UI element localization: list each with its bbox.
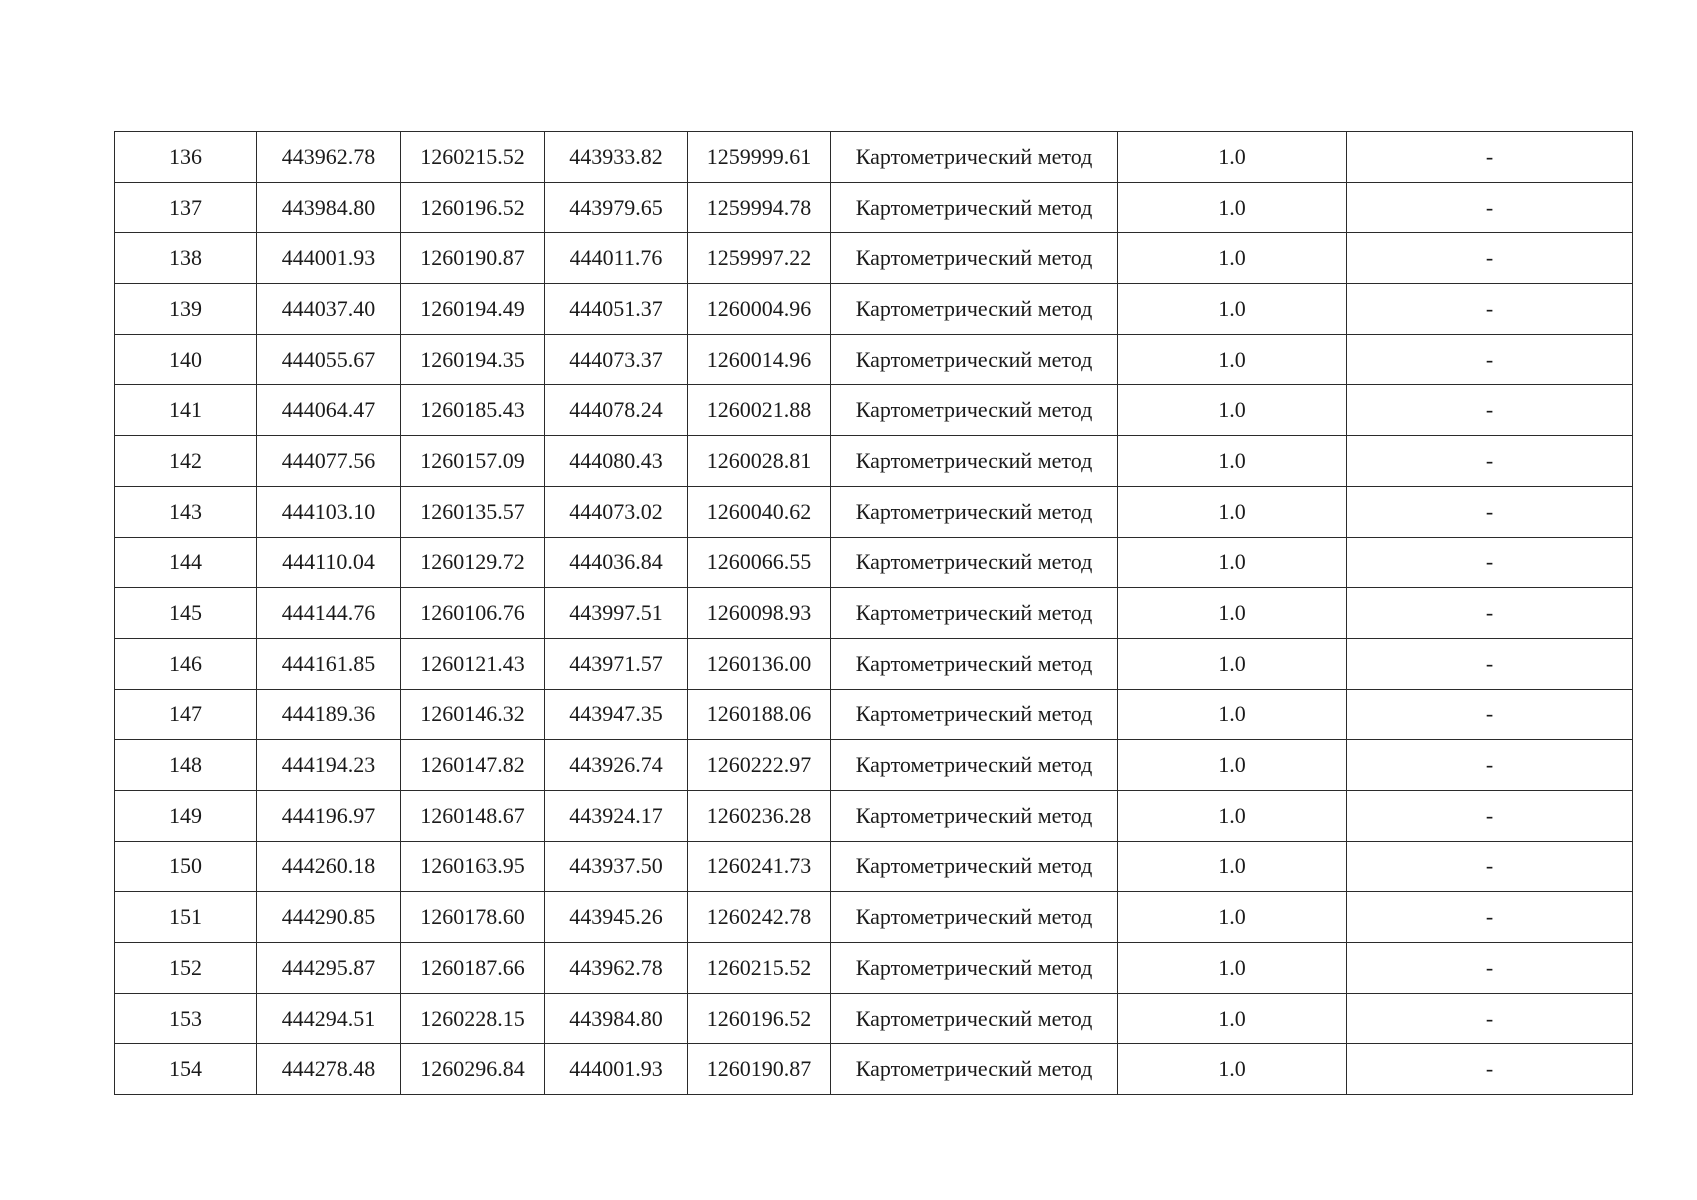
table-row — [115, 1044, 1633, 1095]
method-cell: Картометрический метод — [831, 537, 1118, 588]
y-coordinate-cell: 1260021.88 — [688, 385, 831, 436]
x-coordinate-cell: 444103.10 — [257, 486, 401, 537]
accuracy-cell: 1.0 — [1118, 689, 1347, 740]
note-cell: - — [1347, 436, 1633, 487]
y-coordinate-cell: 1260178.60 — [401, 892, 545, 943]
y-coordinate-cell: 1260196.52 — [401, 182, 545, 233]
x-coordinate-cell: 444144.76 — [257, 588, 401, 639]
table-row — [115, 436, 1633, 487]
point-number-cell: 151 — [115, 892, 257, 943]
accuracy-cell: 1.0 — [1118, 740, 1347, 791]
accuracy-cell: 1.0 — [1118, 233, 1347, 284]
table-row — [115, 993, 1633, 1044]
accuracy-cell: 1.0 — [1118, 182, 1347, 233]
note-cell: - — [1347, 233, 1633, 284]
method-cell: Картометрический метод — [831, 689, 1118, 740]
note-cell: - — [1347, 638, 1633, 689]
y-coordinate-cell: 1260146.32 — [401, 689, 545, 740]
x-coordinate-cell: 444196.97 — [257, 790, 401, 841]
point-number-cell: 139 — [115, 284, 257, 335]
x-coordinate-cell: 444161.85 — [257, 638, 401, 689]
table-row — [115, 385, 1633, 436]
accuracy-cell: 1.0 — [1118, 486, 1347, 537]
note-cell: - — [1347, 993, 1633, 1044]
x-coordinate-cell: 443924.17 — [545, 790, 688, 841]
y-coordinate-cell: 1260136.00 — [688, 638, 831, 689]
point-number-cell: 142 — [115, 436, 257, 487]
method-cell: Картометрический метод — [831, 1044, 1118, 1095]
x-coordinate-cell: 444077.56 — [257, 436, 401, 487]
x-coordinate-cell: 443984.80 — [257, 182, 401, 233]
table-row — [115, 233, 1633, 284]
y-coordinate-cell: 1260147.82 — [401, 740, 545, 791]
x-coordinate-cell: 444073.37 — [545, 334, 688, 385]
x-coordinate-cell: 444189.36 — [257, 689, 401, 740]
note-cell: - — [1347, 1044, 1633, 1095]
note-cell: - — [1347, 385, 1633, 436]
x-coordinate-cell: 443979.65 — [545, 182, 688, 233]
y-coordinate-cell: 1260190.87 — [401, 233, 545, 284]
table-body — [115, 132, 1633, 1095]
y-coordinate-cell: 1260188.06 — [688, 689, 831, 740]
x-coordinate-cell: 443971.57 — [545, 638, 688, 689]
y-coordinate-cell: 1260196.52 — [688, 993, 831, 1044]
point-number-cell: 149 — [115, 790, 257, 841]
table-row — [115, 841, 1633, 892]
table-row — [115, 132, 1633, 183]
table-row — [115, 537, 1633, 588]
note-cell: - — [1347, 689, 1633, 740]
note-cell: - — [1347, 182, 1633, 233]
method-cell: Картометрический метод — [831, 182, 1118, 233]
y-coordinate-cell: 1260004.96 — [688, 284, 831, 335]
x-coordinate-cell: 443947.35 — [545, 689, 688, 740]
y-coordinate-cell: 1260228.15 — [401, 993, 545, 1044]
x-coordinate-cell: 443933.82 — [545, 132, 688, 183]
x-coordinate-cell: 444110.04 — [257, 537, 401, 588]
x-coordinate-cell: 444036.84 — [545, 537, 688, 588]
y-coordinate-cell: 1260215.52 — [688, 943, 831, 994]
x-coordinate-cell: 444260.18 — [257, 841, 401, 892]
note-cell: - — [1347, 334, 1633, 385]
point-number-cell: 150 — [115, 841, 257, 892]
method-cell: Картометрический метод — [831, 486, 1118, 537]
y-coordinate-cell: 1260157.09 — [401, 436, 545, 487]
y-coordinate-cell: 1259999.61 — [688, 132, 831, 183]
table-row — [115, 638, 1633, 689]
x-coordinate-cell: 444001.93 — [257, 233, 401, 284]
point-number-cell: 145 — [115, 588, 257, 639]
x-coordinate-cell: 444051.37 — [545, 284, 688, 335]
y-coordinate-cell: 1259994.78 — [688, 182, 831, 233]
y-coordinate-cell: 1260106.76 — [401, 588, 545, 639]
point-number-cell: 140 — [115, 334, 257, 385]
y-coordinate-cell: 1260194.49 — [401, 284, 545, 335]
x-coordinate-cell: 443984.80 — [545, 993, 688, 1044]
table-row — [115, 790, 1633, 841]
x-coordinate-cell: 444001.93 — [545, 1044, 688, 1095]
y-coordinate-cell: 1260296.84 — [401, 1044, 545, 1095]
x-coordinate-cell: 444037.40 — [257, 284, 401, 335]
note-cell: - — [1347, 943, 1633, 994]
method-cell: Картометрический метод — [831, 436, 1118, 487]
table-row — [115, 588, 1633, 639]
note-cell: - — [1347, 841, 1633, 892]
x-coordinate-cell: 443926.74 — [545, 740, 688, 791]
accuracy-cell: 1.0 — [1118, 284, 1347, 335]
y-coordinate-cell: 1260222.97 — [688, 740, 831, 791]
table-row — [115, 486, 1633, 537]
y-coordinate-cell: 1260187.66 — [401, 943, 545, 994]
note-cell: - — [1347, 740, 1633, 791]
y-coordinate-cell: 1260236.28 — [688, 790, 831, 841]
table-row — [115, 892, 1633, 943]
method-cell: Картометрический метод — [831, 638, 1118, 689]
point-number-cell: 146 — [115, 638, 257, 689]
method-cell: Картометрический метод — [831, 892, 1118, 943]
y-coordinate-cell: 1260194.35 — [401, 334, 545, 385]
y-coordinate-cell: 1260163.95 — [401, 841, 545, 892]
point-number-cell: 137 — [115, 182, 257, 233]
point-number-cell: 141 — [115, 385, 257, 436]
y-coordinate-cell: 1260148.67 — [401, 790, 545, 841]
x-coordinate-cell: 443997.51 — [545, 588, 688, 639]
method-cell: Картометрический метод — [831, 132, 1118, 183]
y-coordinate-cell: 1260121.43 — [401, 638, 545, 689]
accuracy-cell: 1.0 — [1118, 790, 1347, 841]
x-coordinate-cell: 444194.23 — [257, 740, 401, 791]
y-coordinate-cell: 1260135.57 — [401, 486, 545, 537]
method-cell: Картометрический метод — [831, 841, 1118, 892]
point-number-cell: 153 — [115, 993, 257, 1044]
x-coordinate-cell: 444290.85 — [257, 892, 401, 943]
accuracy-cell: 1.0 — [1118, 588, 1347, 639]
y-coordinate-cell: 1259997.22 — [688, 233, 831, 284]
table-row — [115, 334, 1633, 385]
method-cell: Картометрический метод — [831, 790, 1118, 841]
method-cell: Картометрический метод — [831, 993, 1118, 1044]
note-cell: - — [1347, 537, 1633, 588]
point-number-cell: 152 — [115, 943, 257, 994]
accuracy-cell: 1.0 — [1118, 132, 1347, 183]
note-cell: - — [1347, 588, 1633, 639]
y-coordinate-cell: 1260028.81 — [688, 436, 831, 487]
y-coordinate-cell: 1260241.73 — [688, 841, 831, 892]
method-cell: Картометрический метод — [831, 334, 1118, 385]
table-row — [115, 943, 1633, 994]
accuracy-cell: 1.0 — [1118, 1044, 1347, 1095]
x-coordinate-cell: 444078.24 — [545, 385, 688, 436]
accuracy-cell: 1.0 — [1118, 638, 1347, 689]
y-coordinate-cell: 1260129.72 — [401, 537, 545, 588]
accuracy-cell: 1.0 — [1118, 993, 1347, 1044]
accuracy-cell: 1.0 — [1118, 334, 1347, 385]
point-number-cell: 148 — [115, 740, 257, 791]
x-coordinate-cell: 444294.51 — [257, 993, 401, 1044]
method-cell: Картометрический метод — [831, 740, 1118, 791]
x-coordinate-cell: 444011.76 — [545, 233, 688, 284]
point-number-cell: 138 — [115, 233, 257, 284]
method-cell: Картометрический метод — [831, 233, 1118, 284]
table-row — [115, 284, 1633, 335]
y-coordinate-cell: 1260190.87 — [688, 1044, 831, 1095]
coordinates-table — [114, 131, 1633, 1095]
x-coordinate-cell: 443962.78 — [257, 132, 401, 183]
y-coordinate-cell: 1260098.93 — [688, 588, 831, 639]
accuracy-cell: 1.0 — [1118, 436, 1347, 487]
x-coordinate-cell: 444073.02 — [545, 486, 688, 537]
x-coordinate-cell: 443945.26 — [545, 892, 688, 943]
y-coordinate-cell: 1260242.78 — [688, 892, 831, 943]
x-coordinate-cell: 444055.67 — [257, 334, 401, 385]
y-coordinate-cell: 1260215.52 — [401, 132, 545, 183]
y-coordinate-cell: 1260014.96 — [688, 334, 831, 385]
x-coordinate-cell: 444278.48 — [257, 1044, 401, 1095]
note-cell: - — [1347, 892, 1633, 943]
point-number-cell: 136 — [115, 132, 257, 183]
point-number-cell: 143 — [115, 486, 257, 537]
method-cell: Картометрический метод — [831, 385, 1118, 436]
note-cell: - — [1347, 790, 1633, 841]
method-cell: Картометрический метод — [831, 588, 1118, 639]
accuracy-cell: 1.0 — [1118, 841, 1347, 892]
method-cell: Картометрический метод — [831, 943, 1118, 994]
y-coordinate-cell: 1260185.43 — [401, 385, 545, 436]
accuracy-cell: 1.0 — [1118, 943, 1347, 994]
x-coordinate-cell: 443937.50 — [545, 841, 688, 892]
x-coordinate-cell: 444080.43 — [545, 436, 688, 487]
point-number-cell: 144 — [115, 537, 257, 588]
note-cell: - — [1347, 486, 1633, 537]
method-cell: Картометрический метод — [831, 284, 1118, 335]
table-row — [115, 182, 1633, 233]
x-coordinate-cell: 444064.47 — [257, 385, 401, 436]
point-number-cell: 154 — [115, 1044, 257, 1095]
x-coordinate-cell: 443962.78 — [545, 943, 688, 994]
point-number-cell: 147 — [115, 689, 257, 740]
note-cell: - — [1347, 132, 1633, 183]
x-coordinate-cell: 444295.87 — [257, 943, 401, 994]
accuracy-cell: 1.0 — [1118, 892, 1347, 943]
accuracy-cell: 1.0 — [1118, 537, 1347, 588]
table-row — [115, 740, 1633, 791]
accuracy-cell: 1.0 — [1118, 385, 1347, 436]
y-coordinate-cell: 1260066.55 — [688, 537, 831, 588]
table-row — [115, 689, 1633, 740]
note-cell: - — [1347, 284, 1633, 335]
y-coordinate-cell: 1260040.62 — [688, 486, 831, 537]
